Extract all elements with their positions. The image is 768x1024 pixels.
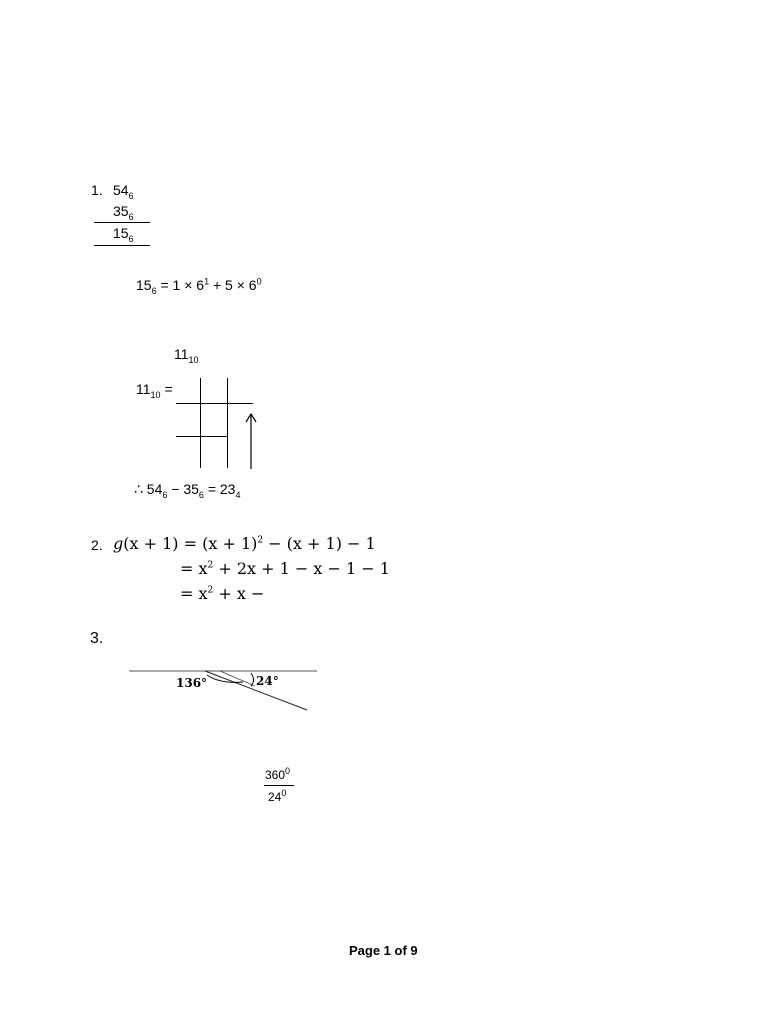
q3-fraction-den-exp: 0 <box>281 788 287 798</box>
q2-line-1-fn: g <box>113 534 124 553</box>
q1-label-left-eq: = <box>160 381 173 397</box>
q1-conclusion-eq: = 23 <box>203 481 236 497</box>
q1-conclusion-minus: − 35 <box>167 481 199 497</box>
q1-up-arrow-icon <box>244 412 258 470</box>
q1-subtraction-rule-bottom <box>94 245 150 246</box>
q1-number: 1. <box>91 182 103 198</box>
q1-label-left-digits: 11 <box>136 381 151 397</box>
q3-fraction-denominator <box>268 789 286 805</box>
q3-fraction-num-exp: 0 <box>285 766 291 776</box>
q1-expansion-lhs: 15 <box>136 277 152 293</box>
q2-line-3 <box>180 585 264 603</box>
q1-minuend-base: 6 <box>128 190 134 201</box>
q2-number: 2. <box>91 537 103 553</box>
q1-difference <box>113 225 134 244</box>
q1-expansion <box>136 276 262 296</box>
q2-line-2-exp: 2 <box>207 560 214 571</box>
q1-grid-hline-2 <box>176 436 227 437</box>
q1-grid-hline-1 <box>176 403 253 404</box>
q1-minuend-digits: 54 <box>113 182 129 198</box>
q1-conclusion-b1: 6 <box>162 489 168 500</box>
q2-line-2 <box>180 560 390 578</box>
q2-line-1-tail: − (x + 1) − 1 <box>263 534 376 553</box>
q3-fraction-bar <box>264 785 294 786</box>
q1-expansion-mid: + 5 × 6 <box>209 277 257 293</box>
q1-label-top-base: 10 <box>188 354 199 365</box>
q2-line-1 <box>113 535 376 553</box>
q3-angle-left-label: 136° <box>176 676 208 690</box>
q3-angle-diagram <box>125 662 325 718</box>
q1-subtraction-rule-top <box>94 222 150 223</box>
q1-conclusion <box>134 481 241 500</box>
q1-label-top <box>174 346 199 365</box>
q2-line-2-b: + 2x + 1 − x − 1 − 1 <box>213 559 390 578</box>
q1-expansion-lhs-base: 6 <box>151 285 157 296</box>
q3-fraction-den: 24 <box>268 790 282 804</box>
q1-subtrahend <box>113 203 134 222</box>
q1-difference-base: 6 <box>128 233 134 244</box>
q1-difference-digits: 15 <box>113 225 129 241</box>
q3-fraction-numerator <box>265 767 290 783</box>
q1-grid-vline-1 <box>200 378 201 468</box>
q2-line-3-b: + x − <box>213 584 265 603</box>
q1-expansion-rest: = 1 × 6 <box>160 277 205 293</box>
q1-label-left <box>136 381 173 400</box>
q1-expansion-exp1: 1 <box>204 276 210 287</box>
q2-line-3-a: = x <box>180 584 208 603</box>
q2-line-3-exp: 2 <box>207 585 214 596</box>
q1-minuend <box>113 182 134 201</box>
q1-label-top-digits: 11 <box>174 346 189 362</box>
q1-conclusion-b2: 6 <box>198 489 204 500</box>
q2-line-1-rest: (x + 1) = (x + 1) <box>123 534 258 553</box>
q2-line-1-exp: 2 <box>257 535 264 546</box>
q1-conclusion-b3: 4 <box>235 489 241 500</box>
q1-expansion-exp2: 0 <box>256 276 262 287</box>
q3-angle-right-label: 24° <box>256 674 279 688</box>
q2-line-2-a: = x <box>180 559 208 578</box>
q1-conclusion-therefore: ∴ 54 <box>134 481 163 497</box>
q1-subtrahend-base: 6 <box>128 211 134 222</box>
q1-subtrahend-digits: 35 <box>113 203 129 219</box>
page-footer: Page 1 of 9 <box>349 943 418 958</box>
q3-number: 3. <box>90 630 104 647</box>
q3-fraction-num: 360 <box>265 768 286 782</box>
q1-label-left-base: 10 <box>150 389 161 400</box>
q1-grid-vline-2 <box>227 378 228 468</box>
